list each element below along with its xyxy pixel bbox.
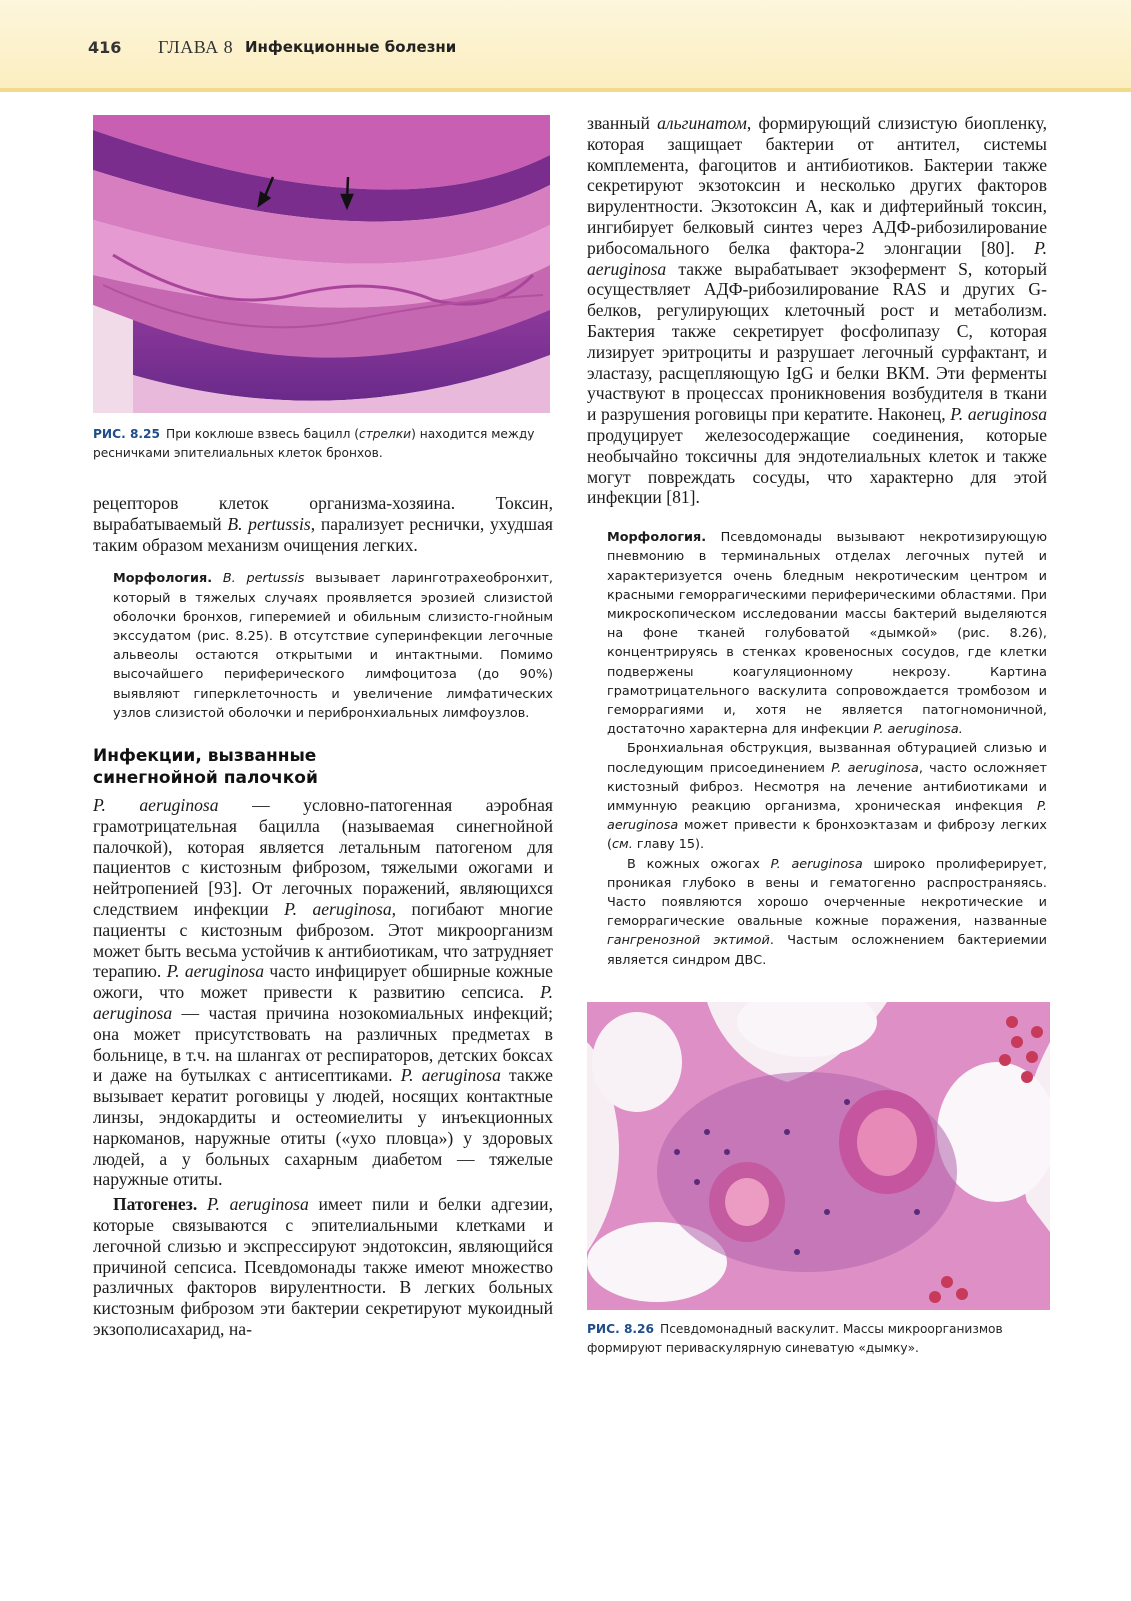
left-text-p2: P. aeruginosa — условно-патогенная аэробная грамотрицательная бацилла (называемая синегнойной палочкой), которая является летальным патогеном для пациентов с кистозным фиброзом, тяжелыми ожогами и нейтропенией [93]. От легочных поражений, являющихся следствием инфекции P. aeruginosa, погибают многие пациенты с кистозным фиброзом. Этот микроорганизм может быть весьма устойчив к антибиотикам, что затрудняет терапию. P. aeruginosa часто инфицирует обширные кожные ожоги, что может привести к развитию сепсиса. P. aeruginosa — частая причина нозокомиальных инфекций; она может присутствовать на различных предметах в больнице, в т.ч. на шлангах от респираторов, детских боксах и даже на бутылках с антисептиками. P. aeruginosa также вызывает кератит роговицы у людей, носящих контактные линзы, эндокардиты и остеомиелиты у инъекционных наркоманов, наружные отиты («ухо пловца») у здоровых людей, а у больных сахарным диабетом — тяжелые наружные отиты. Патогенез. P. aeruginosa имеет пили и белки адгезии, которые связываются с эпителиальными клетками и легочной слизью и экспрессируют эндотоксин, являющийся причиной сепсиса. Псевдомонады также имеют множество различных факторов вирулентности. В легких больных кистозным фиброзом эти бактерии секретируют мукоидный экзополисахарид, на- xyxy=(93,795,553,1339)
chapter-number: ГЛАВА 8 xyxy=(158,37,234,57)
figure-8-25-caption xyxy=(93,425,553,463)
right-text-p1: званный альгинатом, формирующий слизистую биопленку, которая защищает бактерии от антител, системы комплемента, фагоцитов и антибиотиков. Бактерии также секретируют экзотоксин и несколько других факторов вирулентности. Экзотоксин А, как и дифтерийный токсин, ингибирует белковый синтез через АДФ-рибозилирование рибосомального белка фактора-2 элонгации [80]. P. aeruginosa также вырабатывает экзофермент S, который осуществляет АДФ-рибозилирование RAS и других G-белков, регулирующих клеточный рост и метаболизм. Бактерия также секретирует фосфолипазу С, которая лизирует эритроциты и разрушает легочный сурфактант, и эластазу, расщепляющую IgG и белки ВКМ. Эти ферменты участвуют в процессах проникновения возбудителя в ткани и разрушения роговицы при кератите. Наконец, P. aeruginosa продуцирует железосодержащие соединения, которые необычайно токсичны для эндотелиальных клеток и также могут повреждать сосуды, что характерно для этой инфекции [81]. xyxy=(587,113,1047,508)
figure-8-26-caption xyxy=(587,1320,1047,1358)
caption-italic: стрелки xyxy=(359,427,412,441)
caption-text: ) находится между ресничками эпителиальных клеток бронхов. xyxy=(93,427,535,460)
running-header xyxy=(0,0,1131,92)
morphology-heading: Морфология. xyxy=(607,530,707,546)
left-morphology-block: Морфология. B. pertussis вызывает ларинготрахеобронхит, который в тяжелых случаях проявляется эрозией слизистой оболочки бронхов, гиперемией и обильным слизисто-гнойным экссудатом (рис. 8.25). В отсутствие суперинфекции легочные альвеолы остаются открытыми и интактными. Помимо высочайшего периферического лимфоцитоза (до 90%) выявляют гиперклеточность и увеличение лимфатических узлов слизистой оболочки и перибронхиальных лимфоузлов. xyxy=(113,571,553,721)
chapter-title: Инфекционные болезни xyxy=(245,38,457,56)
section-heading: Инфекции, вызванные синегнойной палочкой xyxy=(93,746,318,789)
right-morphology-block: Морфология. Псевдомонады вызывают некротизирующую пневмонию в терминальных отделах легочных путей и характеризуется очень бледным некротическим центром и красными геморрагическими периферическими областями. При микроскопическом исследовании массы бактерий выделяются на фоне тканей голубоватой «дымкой» (рис. 8.26), концентрируясь в стенках кровеносных сосудов, где клетки подвержены коагуляционному некрозу. Картина грамотрицательного васкулита сопровождается тромбозом и геморрагиями и, хотя не является патогномоничной, достаточно характерна для инфекции P. aeruginosa. Бронхиальная обструкция, вызванная обтурацией слизью и последующим присоединением P. aeruginosa, часто осложняет кистозный фиброз. Несмотря на лечение антибиотиками и иммунную реакцию организма, хроническая инфекция P. aeruginosa может привести к бронхоэктазам и фиброзу легких (см. главу 15). В кожных ожогах P. aeruginosa широко пролиферирует, проникая глубоко в вены и гематогенно распространяясь. Часто появляются хорошо очерченные некротические и геморрагические овальные кожные поражения, названные гангренозной эктимой. Частым осложнением бактериемии является синдром ДВС. xyxy=(607,530,1047,968)
figure-8-25-label: РИС. 8.25 xyxy=(93,427,161,441)
figure-8-26-label: РИС. 8.26 xyxy=(587,1321,655,1336)
morphology-heading: Морфология. xyxy=(113,571,213,587)
left-column xyxy=(93,115,553,1340)
page-number: 416 xyxy=(88,38,122,57)
left-text-p1: рецепторов клеток организма-хозяина. Токсин, вырабатываемый B. pertussis, парализует реснички, ухудшая таким образом механизм очищения легких. xyxy=(93,493,553,555)
right-column xyxy=(587,113,1047,1358)
caption-text: При коклюше взвесь бацилл ( xyxy=(166,427,359,441)
pathogenesis-heading: Патогенез. xyxy=(113,1194,198,1215)
caption-text: Псевдомонадный васкулит. Массы микроорганизмов формируют периваскулярную синеватую «дымку». xyxy=(587,1321,1003,1355)
bronchus-histology-image xyxy=(93,115,550,413)
vasculitis-histology-image xyxy=(587,1002,1050,1310)
figure-8-26-image xyxy=(587,1002,1050,1310)
figure-8-25-image xyxy=(93,115,550,413)
